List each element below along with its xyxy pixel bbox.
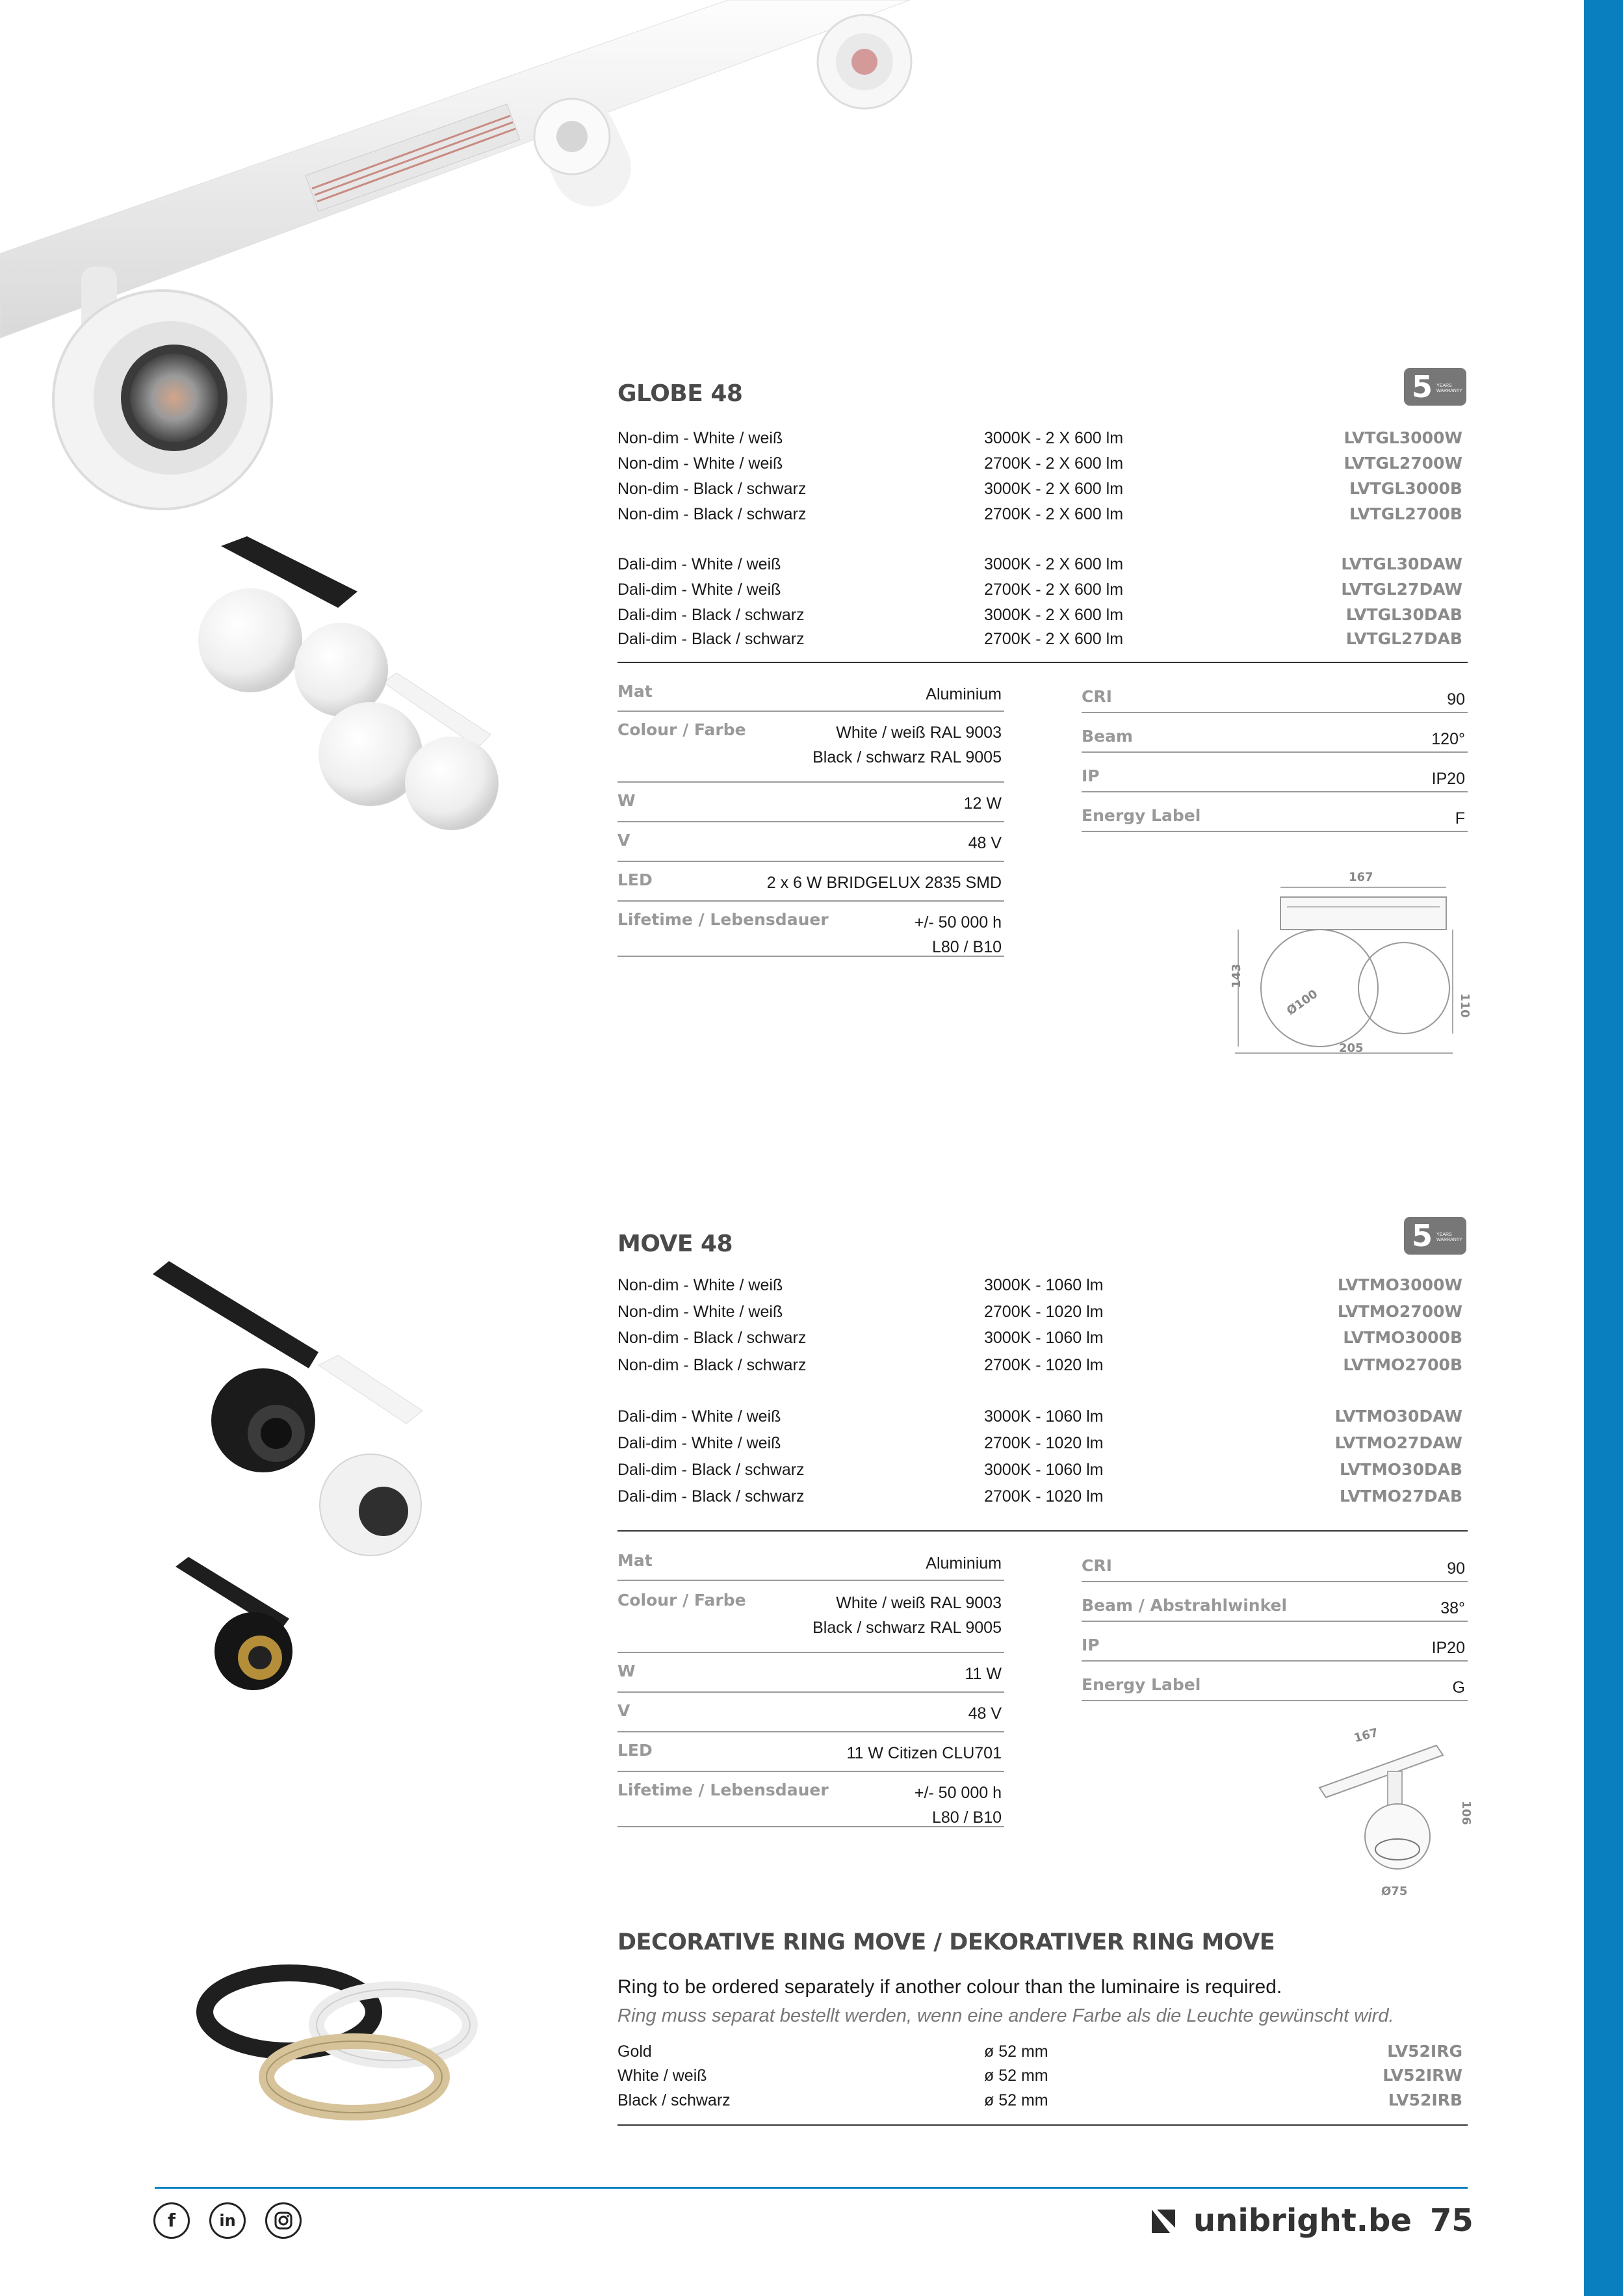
variant-description: Dali-dim - White / weiß <box>617 1407 781 1426</box>
spec-row <box>617 1542 1004 1581</box>
variant-spec: ø 52 mm <box>984 2091 1048 2109</box>
spec-row <box>1082 1587 1468 1622</box>
variant-spec: 2700K - 2 X 600 lm <box>984 581 1124 599</box>
spec-value-group <box>926 682 1002 707</box>
spec-row <box>617 822 1004 862</box>
warranty-badge <box>1404 368 1466 406</box>
footer-rule <box>155 2187 1468 2189</box>
variant-code: LVTGL3000B <box>1349 479 1462 498</box>
spec-value-group <box>1447 1556 1465 1581</box>
variant-row <box>617 577 1462 602</box>
variant-code: LVTMO27DAB <box>1340 1487 1462 1506</box>
variant-code: LVTGL27DAW <box>1341 580 1462 599</box>
page-number: 75 <box>1430 2202 1474 2239</box>
spec-value: 90 <box>1447 690 1465 709</box>
variant-row <box>617 1484 1462 1509</box>
warranty-caption: YEARS WARRANTY <box>1436 1233 1462 1242</box>
globe-48-product-photo <box>182 533 520 858</box>
variant-spec: 2700K - 2 X 600 lm <box>984 505 1124 523</box>
variant-spec: 3000K - 2 X 600 lm <box>984 606 1124 624</box>
spec-label: W <box>617 791 636 810</box>
brand-website[interactable]: unibright.be <box>1193 2202 1412 2239</box>
globe-48-dimension-drawing <box>1222 858 1472 1066</box>
spec-label: CRI <box>1082 1556 1112 1575</box>
spec-value: G <box>1452 1678 1465 1697</box>
divider <box>617 2124 1468 2126</box>
variant-code: LVTGL30DAW <box>1341 554 1462 573</box>
variant-description: Non-dim - White / weiß <box>617 429 783 447</box>
variant-description: Non-dim - White / weiß <box>617 1303 783 1321</box>
spec-row <box>1082 678 1468 713</box>
ring-note-english: Ring to be ordered separately if another colour than the luminaire is required. <box>617 1976 1282 1998</box>
globe-dim-width: 167 <box>1349 870 1373 884</box>
variant-description: Non-dim - Black / schwarz <box>617 1329 807 1347</box>
spec-value-group <box>767 870 1002 895</box>
variant-code: LVTMO30DAW <box>1334 1407 1462 1426</box>
variant-code: LVTMO3000B <box>1343 1328 1462 1347</box>
spec-label: CRI <box>1082 687 1112 706</box>
variant-row <box>617 552 1462 577</box>
variant-spec: 3000K - 1060 lm <box>984 1407 1104 1426</box>
warranty-years: 5 <box>1412 369 1433 404</box>
spec-value: 48 V <box>968 1704 1002 1723</box>
globe-dim-diameter: Ø100 <box>1284 987 1321 1019</box>
variant-description: Dali-dim - Black / schwarz <box>617 1487 805 1506</box>
spec-value-group <box>846 1741 1002 1766</box>
variant-description: Non-dim - Black / schwarz <box>617 480 807 498</box>
spec-value: 2 x 6 W BRIDGELUX 2835 SMD <box>766 874 1002 892</box>
variant-code: LVTGL30DAB <box>1345 605 1462 624</box>
variant-description: Non-dim - Black / schwarz <box>617 1356 807 1374</box>
spec-value-group <box>1432 766 1465 791</box>
variant-code: LV52IRG <box>1387 2042 1462 2061</box>
spec-row <box>617 782 1004 822</box>
spec-label: Colour / Farbe <box>617 1591 746 1610</box>
variant-description: White / weiß <box>617 2067 707 2085</box>
variant-row <box>617 451 1462 476</box>
spec-row <box>617 673 1004 712</box>
spec-value-2: Black / schwarz RAL 9005 <box>812 748 1002 766</box>
spec-label: V <box>617 1701 630 1720</box>
spec-value: White / weiß RAL 9003 <box>836 1594 1002 1612</box>
variant-code: LVTGL2700W <box>1344 454 1462 473</box>
spec-row <box>1082 1547 1468 1582</box>
spec-value: 11 W <box>965 1665 1002 1683</box>
spec-label: Energy Label <box>1082 806 1201 825</box>
divider <box>617 662 1468 663</box>
spec-label: Energy Label <box>1082 1675 1201 1694</box>
variant-row <box>617 502 1462 527</box>
spec-label: Colour / Farbe <box>617 720 746 739</box>
spec-row <box>617 1652 1004 1693</box>
spec-label: Mat <box>617 1551 653 1570</box>
variant-description: Dali-dim - White / weiß <box>617 1434 781 1452</box>
spec-row <box>617 1582 1004 1653</box>
globe-dim-total-width: 205 <box>1339 1041 1364 1055</box>
decorative-rings-photo <box>195 1957 507 2126</box>
spec-row <box>617 1692 1004 1732</box>
spec-value-2: L80 / B10 <box>931 1808 1002 1827</box>
divider <box>617 1530 1468 1532</box>
variant-row <box>617 603 1462 627</box>
spec-value-group <box>1431 727 1465 751</box>
facebook-icon[interactable]: f <box>153 2202 190 2239</box>
spec-value-group <box>1440 1596 1465 1621</box>
warranty-years: 5 <box>1412 1218 1433 1253</box>
variant-spec: ø 52 mm <box>984 2042 1048 2061</box>
spec-row <box>617 711 1004 783</box>
variant-code: LVTMO2700W <box>1337 1302 1462 1321</box>
spec-label: V <box>617 831 630 850</box>
variant-spec: 2700K - 1020 lm <box>984 1356 1104 1374</box>
spec-value: 90 <box>1447 1559 1465 1578</box>
spec-label: Mat <box>617 682 653 701</box>
spec-value-group <box>1447 687 1465 712</box>
variant-row <box>617 1325 1462 1350</box>
variant-spec: 3000K - 1060 lm <box>984 1329 1104 1347</box>
variant-row <box>617 2039 1462 2064</box>
variant-description: Black / schwarz <box>617 2091 731 2109</box>
variant-row <box>617 2088 1462 2113</box>
spec-value-group <box>812 720 1002 770</box>
variant-spec: 3000K - 2 X 600 lm <box>984 555 1124 573</box>
spec-value-group <box>812 1591 1002 1640</box>
variant-code: LVTGL27DAB <box>1345 629 1462 648</box>
move-48-title: MOVE 48 <box>617 1231 733 1257</box>
variant-spec: 2700K - 1020 lm <box>984 1434 1104 1452</box>
spec-value-group <box>965 1662 1002 1686</box>
spec-value: 38° <box>1440 1599 1465 1617</box>
spec-label: Beam <box>1082 727 1133 746</box>
instagram-icon[interactable] <box>265 2202 302 2239</box>
spec-value: 48 V <box>968 834 1002 852</box>
spec-value: IP20 <box>1431 1639 1465 1657</box>
move-48-product-photo <box>143 1261 468 1703</box>
spec-value: 120° <box>1431 730 1465 748</box>
variant-code: LVTMO27DAW <box>1334 1433 1462 1452</box>
spec-value: White / weiß RAL 9003 <box>836 724 1002 742</box>
spec-value-group <box>915 1781 1002 1830</box>
spec-value-2: Black / schwarz RAL 9005 <box>812 1619 1002 1637</box>
spec-row <box>617 1771 1004 1827</box>
spec-value-group <box>968 831 1002 855</box>
spec-value: +/- 50 000 h <box>914 1784 1002 1802</box>
spec-label: LED <box>617 1741 653 1760</box>
spec-label: W <box>617 1662 636 1680</box>
spec-value: 12 W <box>963 794 1002 813</box>
spec-value: +/- 50 000 h <box>914 913 1002 932</box>
warranty-caption: YEARS WARRANTY <box>1436 384 1462 393</box>
spec-label: LED <box>617 870 653 889</box>
variant-description: Dali-dim - Black / schwarz <box>617 606 805 624</box>
variant-row <box>617 476 1462 501</box>
spec-label: IP <box>1082 766 1100 785</box>
spec-value: IP20 <box>1431 770 1465 788</box>
variant-row <box>617 1299 1462 1324</box>
globe-48-title: GLOBE 48 <box>617 380 743 407</box>
variant-row <box>617 1353 1462 1377</box>
variant-row <box>617 1273 1462 1298</box>
variant-code: LV52IRW <box>1383 2066 1462 2085</box>
variant-spec: 3000K - 1060 lm <box>984 1461 1104 1479</box>
variant-description: Dali-dim - White / weiß <box>617 581 781 599</box>
move-dim-diameter: Ø75 <box>1381 1885 1408 1898</box>
variant-row <box>617 426 1462 450</box>
variant-description: Non-dim - White / weiß <box>617 1276 783 1294</box>
variant-description: Dali-dim - Black / schwarz <box>617 1461 805 1479</box>
spec-row <box>1082 1666 1468 1701</box>
variant-description: Gold <box>617 2042 652 2061</box>
spec-value-group <box>964 791 1002 816</box>
spec-row <box>617 861 1004 902</box>
spec-label: Lifetime / Lebensdauer <box>617 910 829 929</box>
variant-row <box>617 1431 1462 1455</box>
variant-spec: 2700K - 2 X 600 lm <box>984 454 1124 473</box>
spec-label: Beam / Abstrahlwinkel <box>1082 1596 1288 1615</box>
spec-value-group <box>926 1551 1002 1576</box>
spec-row <box>1082 797 1468 832</box>
spec-row <box>617 901 1004 957</box>
spec-value: F <box>1455 809 1465 828</box>
spec-row <box>617 1732 1004 1772</box>
accent-sidebar <box>1584 0 1623 2296</box>
warranty-badge <box>1404 1217 1466 1255</box>
globe-dim-height: 143 <box>1230 963 1243 988</box>
move-dim-height: 106 <box>1459 1801 1473 1825</box>
variant-code: LV52IRB <box>1388 2091 1462 2109</box>
variant-description: Non-dim - Black / schwarz <box>617 505 807 523</box>
variant-description: Non-dim - White / weiß <box>617 454 783 473</box>
spec-value-group <box>968 1701 1002 1726</box>
variant-row <box>617 1404 1462 1429</box>
spec-value-2: L80 / B10 <box>931 938 1002 956</box>
spec-value-group <box>1432 1636 1465 1660</box>
move-48-dimension-drawing <box>1306 1716 1482 1905</box>
variant-spec: 2700K - 1020 lm <box>984 1303 1104 1321</box>
spec-label: IP <box>1082 1636 1100 1654</box>
spec-value-group <box>1455 806 1465 831</box>
variant-spec: 2700K - 2 X 600 lm <box>984 630 1124 648</box>
spec-value-group <box>915 910 1002 959</box>
variant-code: LVTMO2700B <box>1343 1355 1462 1374</box>
variant-spec: 3000K - 2 X 600 lm <box>984 429 1124 447</box>
variant-code: LVTMO3000W <box>1337 1275 1462 1294</box>
ring-note-german: Ring muss separat bestellt werden, wenn eine andere Farbe als die Leuchte gewünscht wird. <box>617 2005 1394 2026</box>
variant-spec: 2700K - 1020 lm <box>984 1487 1104 1506</box>
spec-value-group <box>1453 1675 1465 1700</box>
linkedin-icon[interactable]: in <box>209 2202 246 2239</box>
spec-row <box>1082 757 1468 792</box>
variant-spec: 3000K - 1060 lm <box>984 1276 1104 1294</box>
spec-value: Aluminium <box>926 1554 1002 1572</box>
unibright-logo-icon <box>1150 2208 1176 2234</box>
variant-code: LVTGL3000W <box>1344 428 1462 447</box>
variant-description: Dali-dim - Black / schwarz <box>617 630 805 648</box>
variant-code: LVTMO30DAB <box>1340 1460 1462 1479</box>
spec-row <box>1082 1626 1468 1662</box>
spec-row <box>1082 718 1468 753</box>
variant-description: Dali-dim - White / weiß <box>617 555 781 573</box>
spec-label: Lifetime / Lebensdauer <box>617 1781 829 1799</box>
globe-dim-height-2: 110 <box>1458 993 1472 1018</box>
move-dim-width: 167 <box>1352 1725 1380 1745</box>
instagram-glyph <box>274 2211 293 2230</box>
spec-value: 11 W Citizen CLU701 <box>846 1744 1002 1762</box>
variant-code: LVTGL2700B <box>1349 504 1462 523</box>
variant-row <box>617 1457 1462 1482</box>
variant-spec: ø 52 mm <box>984 2067 1048 2085</box>
variant-spec: 3000K - 2 X 600 lm <box>984 480 1124 498</box>
variant-row <box>617 627 1462 651</box>
variant-row <box>617 2063 1462 2088</box>
spec-value: Aluminium <box>926 685 1002 703</box>
decorative-ring-title: DECORATIVE RING MOVE / DEKORATIVER RING MOVE <box>617 1929 1275 1955</box>
